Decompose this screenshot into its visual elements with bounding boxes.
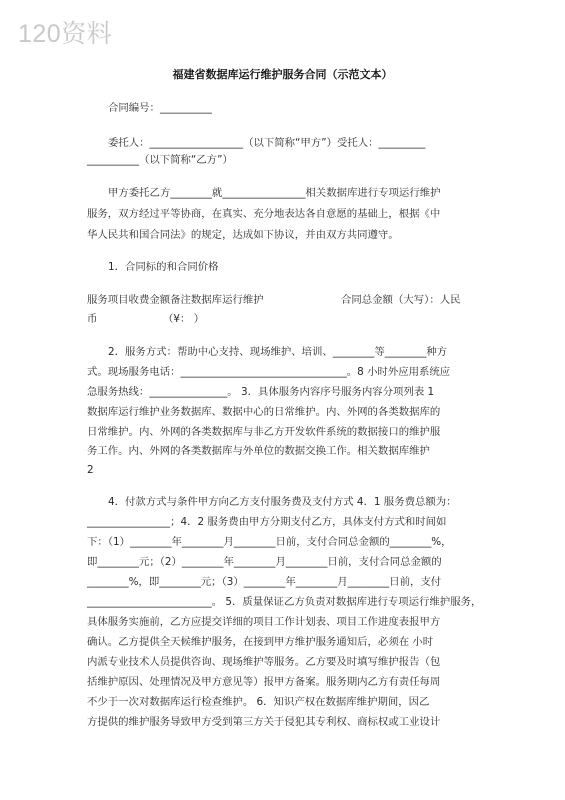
quality-clause-line: 确认。乙方提供全天候维护服务，在接到甲方维护服务通知后，必须在 小时: [87, 636, 434, 648]
service-clause-line: 日常维护。内、外网的各类数据库与非乙方开发软件系统的数据接口的维护服: [87, 426, 441, 438]
contract-number-line: 合同编号：__________: [108, 102, 212, 114]
ip-clause-line: 不少于一次对数据库运行检查维护。 6．知识产权在数据库维护期间，因乙: [87, 696, 430, 708]
quality-clause-line: 括维护原因、处理情况及甲方意见等）报甲方备案。服务期内乙方有责任每周: [87, 676, 441, 688]
preamble-line: 服务，双方经过平等协商，在真实、充分地表达各自意愿的基础上，根据《中: [87, 208, 441, 220]
watermark-logo: 120资料: [18, 20, 113, 48]
payment-clause-line: ________%，即________元；（3）________年________月________日前，支付: [87, 576, 442, 588]
client-line-cont: __________（以下简称“乙方”）: [87, 154, 233, 166]
price-total-label: 合同总金额（大写）：人民: [341, 294, 461, 306]
payment-clause-line: 即________元；（2）________年________月________日前，支付合同总金额的: [87, 556, 442, 568]
ip-clause-line: 方提供的维护服务导致甲方受到第三方关于侵犯其专利权、商标权或工业设计: [87, 716, 441, 728]
price-currency: 币: [87, 313, 98, 325]
preamble-line: 甲方委托乙方________就________________相关数据库进行专项运行维护: [108, 187, 441, 199]
preamble-line: 华人民共和国合同法》的规定，达成如下协议，并由双方共同遵守。: [87, 229, 399, 241]
quality-clause-line: 具体服务实施前，乙方应提交详细的项目工作计划表、项目工作进度表报甲方: [87, 616, 441, 628]
document-title: 福建省数据库运行维护服务合同（示范文本）: [172, 68, 393, 81]
service-clause-line: 2．服务方式：帮助中心支持、现场维护、培训、________等________种方: [108, 346, 448, 358]
service-clause-line: 式。现场服务电话：________________________________。8 小时外应用系统应: [87, 366, 451, 378]
price-table-header: 服务项目收费金额备注数据库运行维护: [87, 294, 264, 306]
payment-clause-line: 4．付款方式与条件甲方向乙方支付服务费及支付方式 4．1 服务费总额为：: [108, 496, 457, 508]
client-line: 委托人：__________________（以下简称“甲方”）受托人：_________: [108, 137, 426, 149]
service-clause-line: 急服务热线：_______________。 3．具体服务内容序号服务内容分项列表 1: [87, 386, 435, 398]
service-clause-line: 务工作。内、外网的各类数据库与外单位的数据交换工作。相关数据库维护: [87, 445, 430, 457]
quality-clause-line: ________________________。 5．质量保证乙方负责对数据库进行专项运行维护服务，: [87, 596, 482, 608]
service-clause-line: 2: [87, 464, 94, 476]
section-heading: 1．合同标的和合同价格: [108, 261, 219, 273]
payment-clause-line: ________________；4．2 服务费由甲方分期支付乙方，具体支付方式和时间如: [87, 516, 447, 528]
quality-clause-line: 内派专业技术人员提供咨询、现场维护等服务。乙方要及时填写维护报告（包: [87, 656, 441, 668]
payment-clause-line: 下：（1）________年________月________日前，支付合同总金额的________%，: [87, 536, 452, 548]
service-clause-line: 数据库运行维护业务数据库、数据中心的日常维护。内、外网的各类数据库的: [87, 406, 441, 418]
price-amount: （¥： ）: [163, 313, 205, 325]
